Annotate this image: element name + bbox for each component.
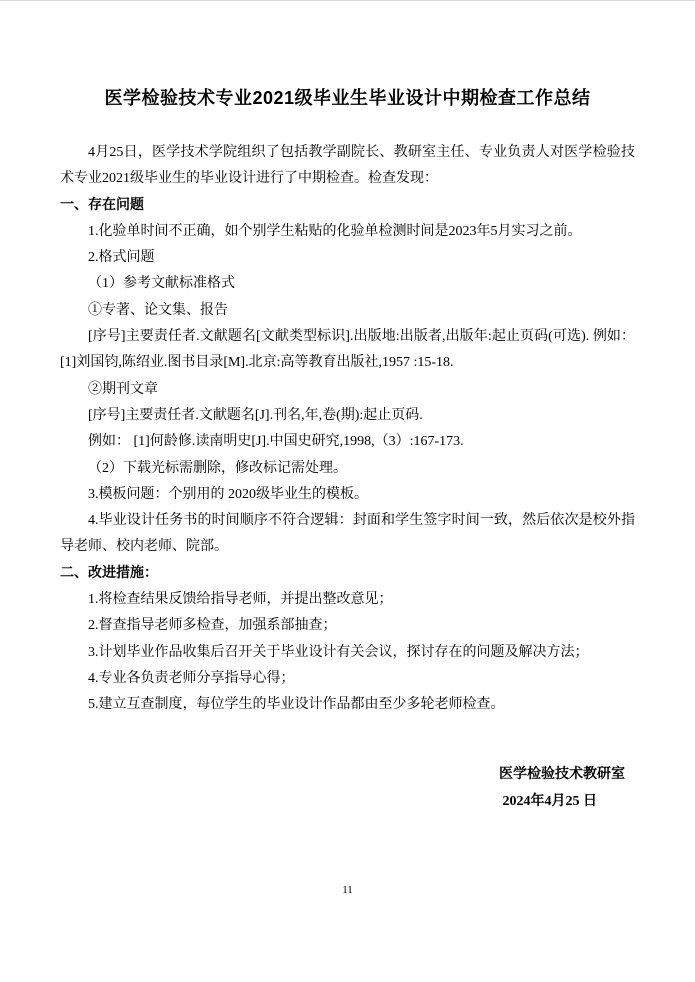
signature-organization: 医学检验技术教研室 <box>499 766 625 782</box>
measure-item-5: 5.建立互查制度，每位学生的毕业设计作品都由至少多轮老师检查。 <box>88 697 505 713</box>
intro-paragraph: 4月25日，医学技术学院组织了包括教学副院长、教研室主任、专业负责人对医学检验技术专业2021级毕业生的毕业设计进行了中期检查。检查发现： <box>60 145 635 187</box>
reference-example-2: 例如： [1]何龄修.读南明史[J].中国史研究,1998,（3）:167-173. <box>88 434 464 450</box>
section2-heading: 二、改进措施： <box>60 565 158 581</box>
document-title: 医学检验技术专业2021级毕业生毕业设计中期检查工作总结 <box>104 88 591 108</box>
reference-format-2: [序号]主要责任者.文献题名[J].刊名,年,卷(期):起止页码. <box>88 407 423 423</box>
issue-item-2: 2.格式问题 <box>88 250 155 266</box>
document-body <box>60 140 635 815</box>
issue-item-3: 3.模板问题：个别用的 2020级毕业生的模板。 <box>88 486 368 502</box>
issue-item-2-sub-1: （1）参考文献标准格式 <box>88 276 235 292</box>
reference-format-1: [序号]主要责任者.文献题名[文献类型标识].出版地:出版者,出版年:起止页码(可选). 例如： [1]刘国钧,陈绍业.图书目录[M].北京:高等教育出版社,1957 :15-18. <box>60 329 635 371</box>
measure-item-4: 4.专业各负责老师分享指导心得； <box>88 670 295 686</box>
reference-type-1: ①专著、论文集、报告 <box>88 302 228 318</box>
page-number: 11 <box>342 884 353 896</box>
signature-block <box>60 761 635 815</box>
section1-heading: 一、存在问题 <box>60 197 144 213</box>
measure-item-2: 2.督查指导老师多检查，加强系部抽查； <box>88 618 337 634</box>
issue-item-1: 1.化验单时间不正确，如个别学生粘贴的化验单检测时间是2023年5月实习之前。 <box>88 223 582 239</box>
measure-item-3: 3.计划毕业作品收集后召开关于毕业设计有关会议，探讨存在的问题及解决方法； <box>88 644 589 660</box>
reference-type-2: ②期刊文章 <box>88 381 158 397</box>
issue-item-2-sub-2: （2）下载光标需删除，修改标记需处理。 <box>88 460 347 476</box>
signature-date: 2024年4月25 日 <box>502 793 597 809</box>
measure-item-1: 1.将检查结果反馈给指导老师，并提出整改意见； <box>88 592 393 608</box>
issue-item-4: 4.毕业设计任务书的时间顺序不符合逻辑：封面和学生签字时间一致，然后依次是校外指导老师、校内老师、院部。 <box>60 513 635 555</box>
